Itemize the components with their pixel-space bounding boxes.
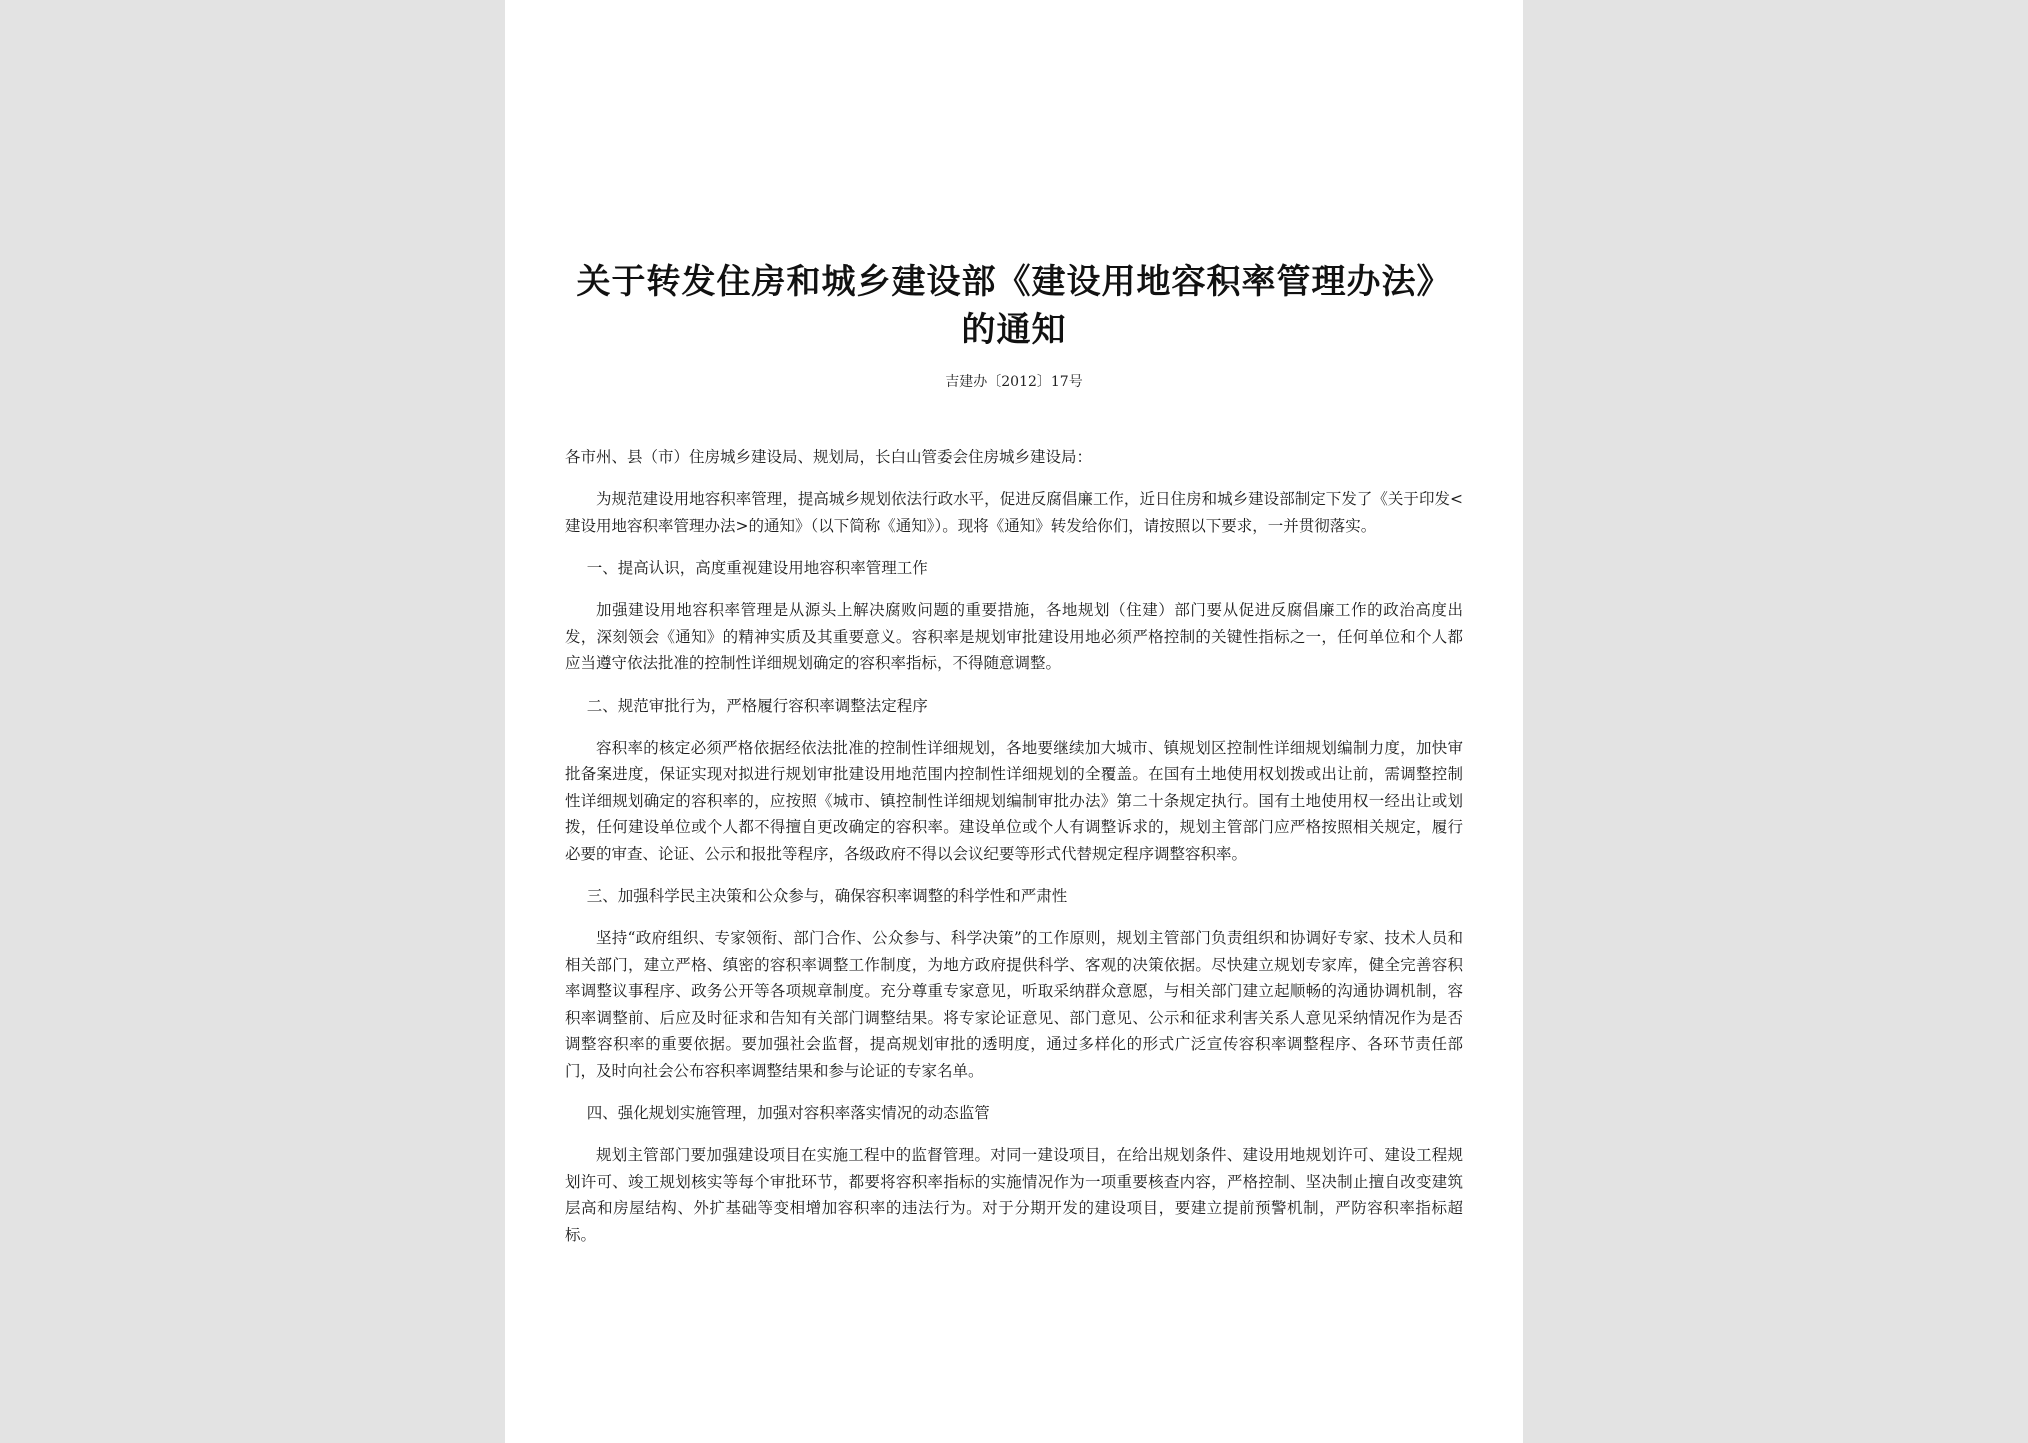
section-heading-3: 三、加强科学民主决策和公众参与，确保容积率调整的科学性和严肃性	[586, 887, 1068, 905]
document-number: 吉建办〔2012〕17号	[945, 374, 1083, 390]
salutation: 各市州、县（市）住房城乡建设局、规划局，长白山管委会住房城乡建设局：	[565, 448, 1093, 466]
section-body-2: 容积率的核定必须严格依据经依法批准的控制性详细规划，各地要继续加大城市、镇规划区控制性详细规划编制力度，加快审批备案进度，保证实现对拟进行规划审批建设用地范围内控制性详细规划的全覆盖。在国有土地使用权划拨或出让前，需调整控制性详细规划确定的容积率的，应按照《城市、镇控制性详细规划编制审批办法》第二十条规定执行。国有土地使用权一经出让或划拨，任何建设单位或个人都不得擅自更改确定的容积率。建设单位或个人有调整诉求的，规划主管部门应严格按照相关规定，履行必要的审查、论证、公示和报批等程序，各级政府不得以会议纪要等形式代替规定程序调整容积率。	[565, 738, 1463, 863]
document-title: 关于转发住房和城乡建设部《建设用地容积率管理办法》的通知	[576, 262, 1452, 350]
section-body-4: 规划主管部门要加强建设项目在实施工程中的监督管理。对同一建设项目，在给出规划条件、建设用地规划许可、建设工程规划许可、竣工规划核实等每个审批环节，都要将容积率指标的实施情况作为一项重要核查内容，严格控制、坚决制止擅自改变建筑层高和房屋结构、外扩基础等变相增加容积率的违法行为。对于分期开发的建设项目，要建立提前预警机制，严防容积率指标超标。	[565, 1146, 1463, 1244]
section-heading-2: 二、规范审批行为，严格履行容积率调整法定程序	[586, 696, 928, 715]
section-body-1: 加强建设用地容积率管理是从源头上解决腐败问题的重要措施，各地规划（住建）部门要从促进反腐倡廉工作的政治高度出发，深刻领会《通知》的精神实质及其重要意义。容积率是规划审批建设用地必须严格控制的关键性指标之一，任何单位和个人都应当遵守依法批准的控制性详细规划确定的容积率指标，不得随意调整。	[565, 601, 1463, 672]
section-body-3: 坚持“政府组织、专家领衔、部门合作、公众参与、科学决策”的工作原则，规划主管部门负责组织和协调好专家、技术人员和相关部门，建立严格、缜密的容积率调整工作制度，为地方政府提供科学、客观的决策依据。尽快建立规划专家库，健全完善容积率调整议事程序、政务公开等各项规章制度。充分尊重专家意见，听取采纳群众意愿，与相关部门建立起顺畅的沟通协调机制，容积率调整前、后应及时征求和告知有关部门调整结果。将专家论证意见、部门意见、公示和征求利害关系人意见采纳情况作为是否调整容积率的重要依据。要加强社会监督，提高规划审批的透明度，通过多样化的形式广泛宣传容积率调整程序、各环节责任部门，及时向社会公布容积率调整结果和参与论证的专家名单。	[565, 929, 1463, 1080]
section-heading-4: 四、强化规划实施管理，加强对容积率落实情况的动态监管	[586, 1104, 990, 1122]
document-content	[565, 258, 1463, 1248]
section-heading-1: 一、提高认识，高度重视建设用地容积率管理工作	[586, 559, 928, 577]
intro-paragraph: 为规范建设用地容积率管理，提高城乡规划依法行政水平，促进反腐倡廉工作，近日住房和城乡建设部制定下发了《关于印发<建设用地容积率管理办法>的通知》（以下简称《通知》）。现将《通知》转发给你们，请按照以下要求，一并贯彻落实。	[565, 490, 1463, 535]
document-page	[505, 0, 1523, 1443]
